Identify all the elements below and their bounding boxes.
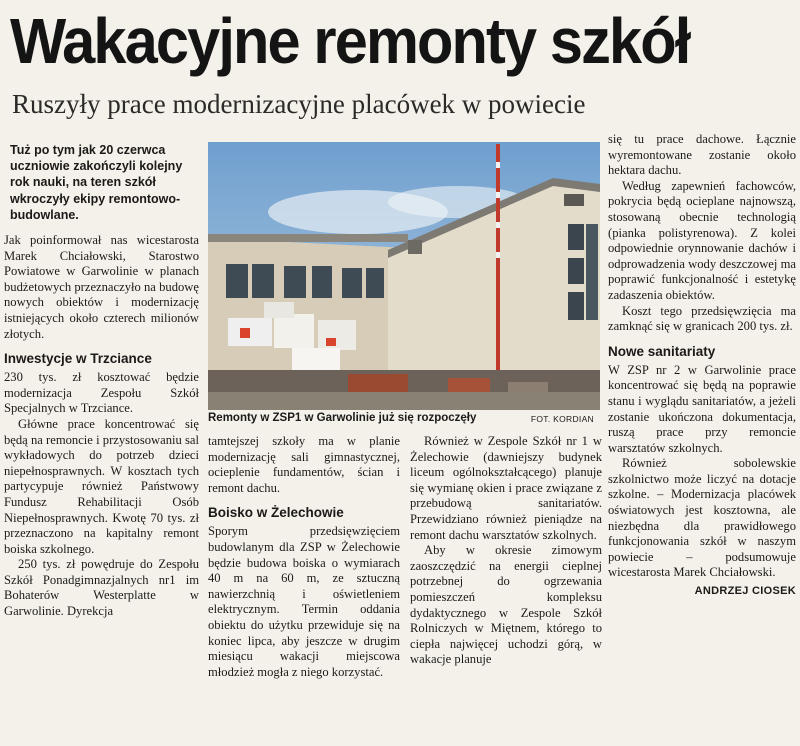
section-heading-trzcianka: Inwestycje w Trzciance bbox=[4, 351, 152, 367]
paragraph: W ZSP nr 2 w Garwolinie prace koncentrować się będą na poprawie stanu i wyglądu sanitariatów, a jeżeli zostanie ukończona dokumentacja, ruszą prace przy remoncie warsztatów szkolnych. bbox=[608, 362, 796, 455]
article-lead: Tuż po tym jak 20 czerwca uczniowie zakończyli kolejny rok nauki, na teren szkół wkroczyły ekipy remontowo-budowlane. bbox=[10, 143, 183, 222]
article-photo bbox=[208, 142, 600, 410]
column-2 bbox=[208, 434, 400, 680]
paragraph: tamtejszej szkoły ma w planie modernizację sali gimnastycznej, ocieplenie fundamentów, ścian i remont dachu. bbox=[208, 434, 400, 495]
paragraph: Aby w okresie zimowym zaoszczędzić na energii cieplnej potrzebnej do ogrzewania pomieszczeń kompleksu dydaktycznego w Zespole Szkół Rolniczych w Miętnem, którego to ciepła najwięcej uchodzi górą, w wakacje planuje bbox=[410, 543, 602, 667]
column-4 bbox=[608, 132, 796, 597]
column-3 bbox=[410, 434, 602, 668]
section-heading-zelechow: Boisko w Żelechowie bbox=[208, 505, 344, 521]
photo-caption: Remonty w ZSP1 w Garwolinie już się rozpoczęły bbox=[208, 412, 477, 424]
article-headline: Wakacyjne remonty szkół bbox=[10, 5, 690, 77]
photo-caption-bar bbox=[208, 412, 600, 430]
paragraph: Również sobolewskie szkolnictwo może liczyć na dotacje szkolne. – Modernizacja placówek oświatowych jest kosztowna, ale niezbędna dla prawidłowego funkcjonowania szkół w naszym powiecie – podsumowuje wicestarosta Marek Chciałowski. bbox=[608, 456, 796, 580]
paragraph: 230 tys. zł kosztować będzie modernizacja Zespołu Szkół Specjalnych w Trzciance. bbox=[4, 370, 199, 416]
column-1 bbox=[4, 142, 199, 620]
photo-credit: FOT. KORDIAN bbox=[530, 414, 594, 424]
paragraph: Sporym przedsięwzięciem budowlanym dla ZSP w Żelechowie będzie budowa boiska o wymiarach 40 m na 60 m, ze sztuczną nawierzchnią i oświetleniem elektrycznym. Termin oddania obiektu do użytku przewiduje się na koniec lipca, aby jeszcze w drugim miesiącu wakacji miejscowa młodzież mogła z niego korzystać. bbox=[208, 524, 400, 679]
paragraph: 250 tys. zł powędruje do Zespołu Szkół Ponadgimnazjalnych nr1 im Bohaterów Westerplatte w Garwolinie. Dyrekcja bbox=[4, 557, 199, 619]
school-building-image bbox=[208, 142, 600, 410]
intro-paragraph: Jak poinformował nas wicestarosta Marek Chciałowski, Starostwo Powiatowe w Garwolinie w planach budżetowych przeznaczyło na budowę nowych obiektów i modernizację istniejących około czterech milionów złotych. bbox=[4, 233, 199, 341]
section-heading-sanitariaty: Nowe sanitariaty bbox=[608, 343, 716, 359]
article-byline: ANDRZEJ CIOSEK bbox=[694, 585, 796, 598]
paragraph: Również w Zespole Szkół nr 1 w Żelechowie (dawniejszy budynek liceum ogólnokształcącego) planuje się wymianę okien i prace związane z przebudową sanitariatów. Przewidziano również pieniądze na remont dachu warsztatów szkolnych. bbox=[410, 434, 602, 542]
paragraph: Koszt tego przedsięwzięcia ma zamknąć się w granicach 200 tys. zł. bbox=[608, 303, 796, 334]
paragraph: Według zapewnień fachowców, pokrycia będą ocieplane najnowszą, stosowaną obecnie technologią (pianka polistyrenowa). Z kolei odpowiednie orynnowanie dachów i odprowadzenia wody deszczowej ma poprawić funkcjonalność i estetykę zadaszenia obiektów. bbox=[608, 178, 796, 302]
paragraph: się tu prace dachowe. Łącznie wyremontowane zostanie około hektara dachu. bbox=[608, 132, 796, 178]
article-subheadline: Ruszyły prace modernizacyjne placówek w powiecie bbox=[12, 89, 586, 119]
paragraph: Główne prace koncentrować się będą na remoncie i przystosowaniu sal wykładowych do potrzeb dzieci niepełnosprawnych. W kosztach tych partycypuje również Państwowy Fundusz Rehabilitacji Osób Niepełnosprawnych. Kwotę 70 tys. zł przeznaczono na kapitalny remont boiska szkolnego. bbox=[4, 416, 199, 556]
